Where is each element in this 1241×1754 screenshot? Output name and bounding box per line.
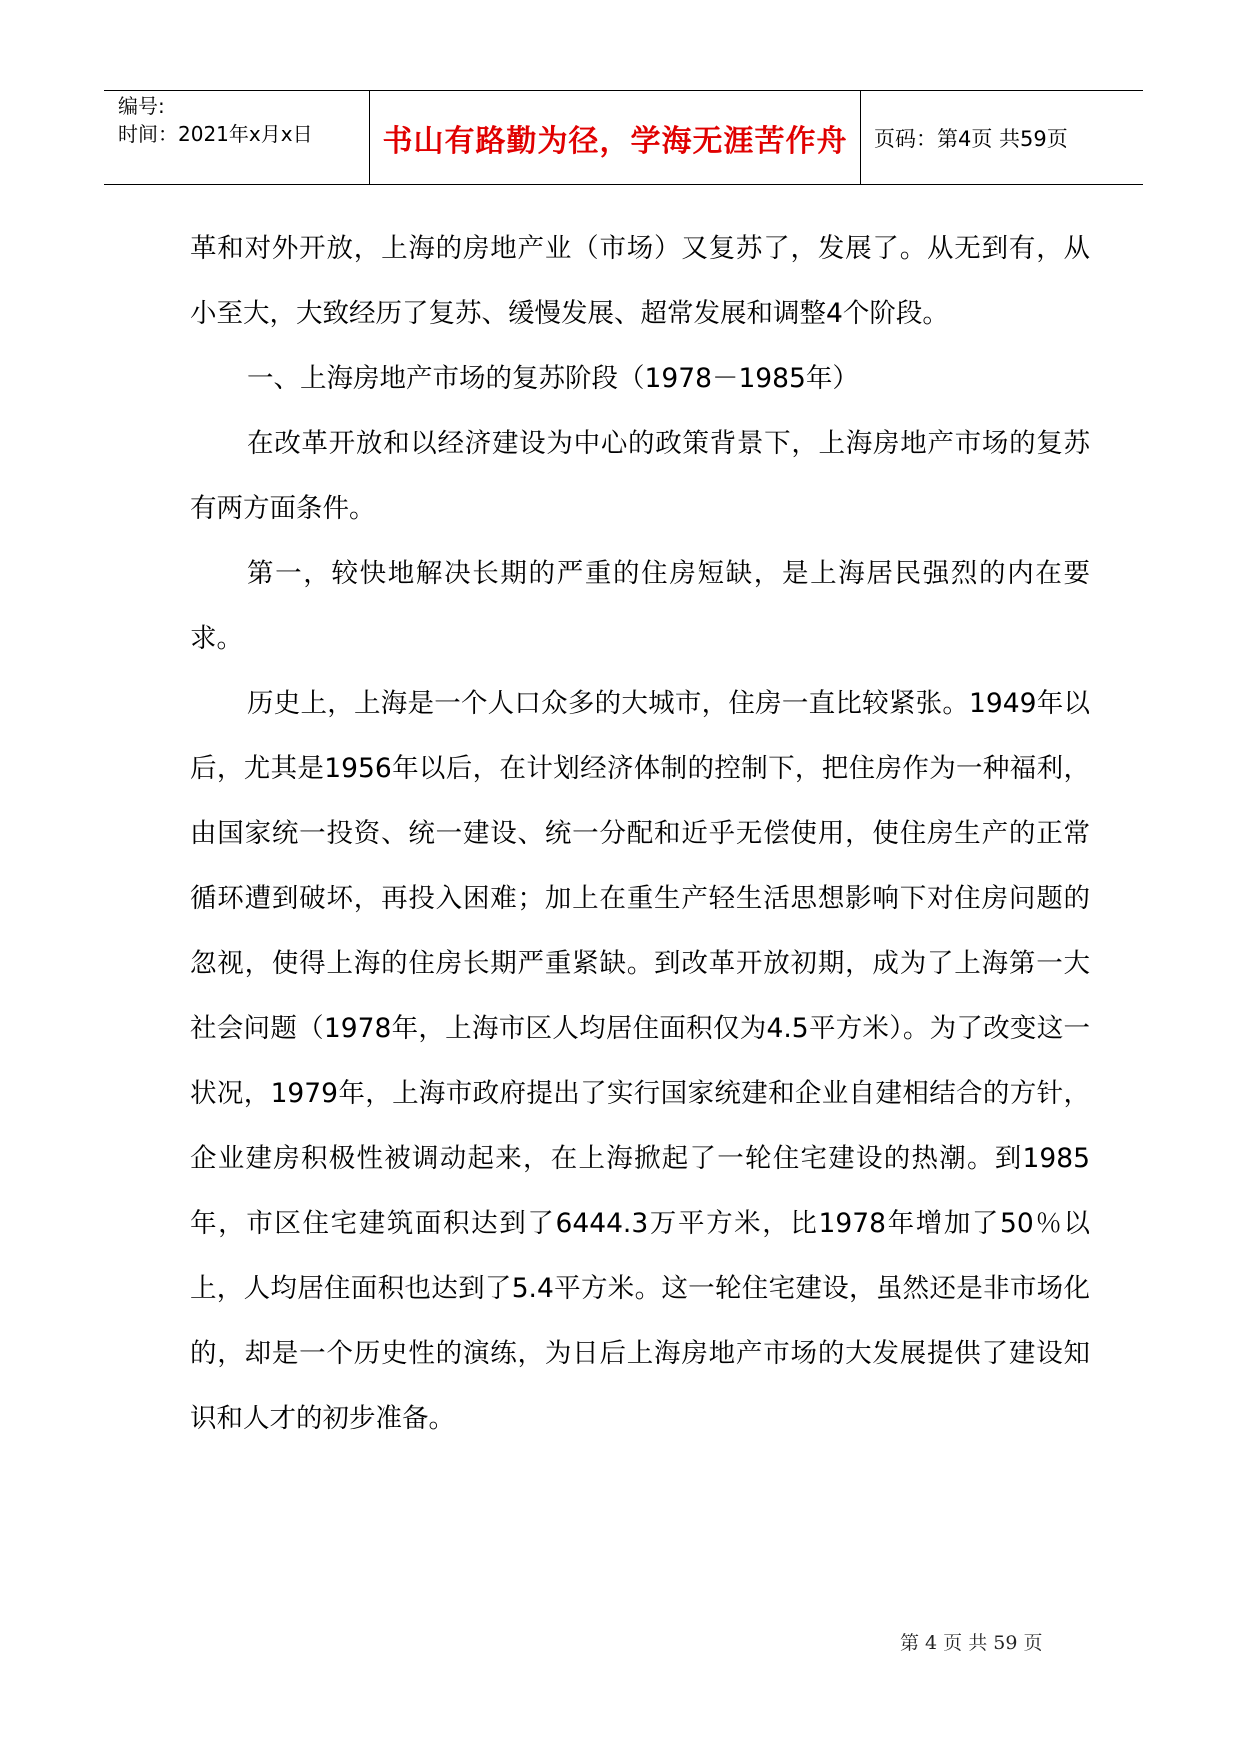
- time-label: 时间：2021年x月x日: [118, 122, 313, 146]
- serial-label: 编号:: [118, 94, 165, 118]
- header-meta: [118, 91, 368, 184]
- header-motto: 书山有路勤为径，学海无涯苦作舟: [382, 123, 848, 159]
- paragraph: 革和对外开放，上海的房地产业（市场）又复苏了，发展了。从无到有，从小至大，大致经历了复苏、缓慢发展、超常发展和调整4个阶段。: [190, 233, 1090, 329]
- paragraph: 第一，较快地解决长期的严重的住房短缺，是上海居民强烈的内在要求。: [190, 558, 1090, 654]
- paragraph: 在改革开放和以经济建设为中心的政策背景下，上海房地产市场的复苏有两方面条件。: [190, 428, 1090, 524]
- paragraph: 历史上，上海是一个人口众多的大城市，住房一直比较紧张。1949年以后，尤其是1956年以后，在计划经济体制的控制下，把住房作为一种福利，由国家统一投资、统一建设、统一分配和近乎无偿使用，使住房生产的正常循环遭到破坏，再投入困难；加上在重生产轻生活思想影响下对住房问题的忽视，使得上海的住房长期严重紧缺。到改革开放初期，成为了上海第一大社会问题（1978年，上海市区人均居住面积仅为4.5平方米）。为了改变这一状况，1979年，上海市政府提出了实行国家统建和企业自建相结合的方针，企业建房积极性被调动起来，在上海掀起了一轮住宅建设的热潮。到1985年，市区住宅建筑面积达到了6444.3万平方米，比1978年增加了50％以上，人均居住面积也达到了5.4平方米。这一轮住宅建设，虽然还是非市场化的，却是一个历史性的演练，为日后上海房地产市场的大发展提供了建设知识和人才的初步准备。: [190, 688, 1090, 1434]
- page-footer: 第 4 页 共 59 页: [900, 1632, 1043, 1654]
- section-heading: 一、上海房地产市场的复苏阶段（1978－1985年）: [247, 363, 859, 394]
- header-divider: [860, 91, 861, 184]
- header-page-info: 页码：第4页 共59页: [874, 126, 1068, 151]
- header-divider: [369, 91, 370, 184]
- document-body: [190, 216, 1090, 1451]
- page-header: [104, 90, 1143, 185]
